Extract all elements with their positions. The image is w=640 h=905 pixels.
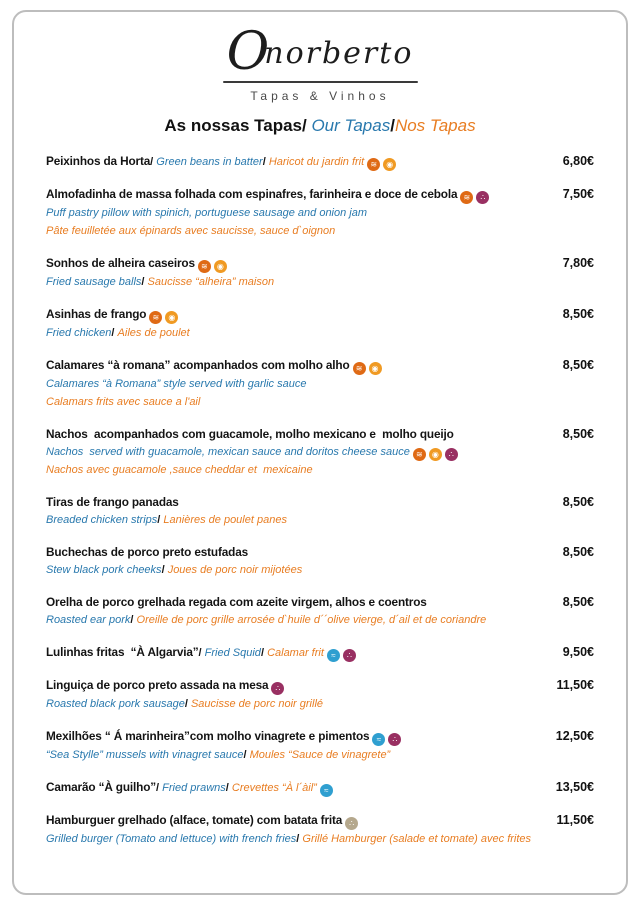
item-name: Almofadinha de massa folhada com espinafres, farinheira e doce de cebola <box>46 187 458 201</box>
crustaceans-allergen-icon: ≈ <box>320 784 333 797</box>
item-line-text <box>46 153 396 171</box>
item-text-fr: Moules “Sauce de vinagrete” <box>249 749 391 761</box>
item-name-line <box>46 357 594 375</box>
item-price: 6,80€ <box>562 154 594 168</box>
item-price: 11,50€ <box>556 813 594 827</box>
item-text-en: Breaded chicken strips <box>46 514 158 526</box>
item-text-fr: Grillé Hamburger (salade et tomate) avec frites <box>302 833 532 845</box>
item-line-text <box>46 494 179 511</box>
item-translation-line <box>46 611 594 629</box>
item-text-en: Grilled burger (Tomato and lettuce) with french fries <box>46 833 297 845</box>
item-line-text <box>46 728 401 746</box>
menu-item <box>46 812 594 848</box>
item-line-text <box>46 394 200 408</box>
item-text-en: “Sea Stylle” mussels with vinagret sauce <box>46 749 244 761</box>
separator: / <box>243 749 250 761</box>
item-line-text <box>46 376 306 390</box>
item-line-text <box>46 594 427 611</box>
egg-allergen-icon: ◉ <box>429 448 442 461</box>
item-text-fr: Nachos avec guacamole ,sauce cheddar et mexicaine <box>46 464 313 476</box>
menu-item <box>46 306 594 342</box>
item-name: Hamburguer grelhado (alface, tomate) com batata frita <box>46 813 343 827</box>
item-text-fr: Crevettes “À l´àil” <box>231 782 317 794</box>
item-name: Camarão “À guilho” <box>46 780 157 794</box>
item-translation-line <box>46 375 594 393</box>
item-name-line <box>46 728 594 746</box>
item-translation-line <box>46 324 594 342</box>
item-text-fr: Ailes de poulet <box>117 327 190 339</box>
item-name: Sonhos de alheira caseiros <box>46 256 195 270</box>
item-line-text <box>46 831 531 845</box>
menu-item <box>46 255 594 291</box>
sesame-allergen-icon: ∴ <box>345 817 358 830</box>
page-title <box>46 115 594 137</box>
item-line-text <box>46 274 274 288</box>
logo-script <box>46 22 594 82</box>
menu-list <box>46 153 594 848</box>
item-name: Buchechas de porco preto estufadas <box>46 545 249 559</box>
item-price: 8,50€ <box>562 358 594 372</box>
item-line-text <box>46 186 489 204</box>
item-line-text <box>46 779 333 797</box>
molluscs-allergen-icon: ≈ <box>372 733 385 746</box>
item-translation-line <box>46 393 594 411</box>
item-text-fr: Pâte feuilletée aux épinards avec saucisse, sauce d`oignon <box>46 225 336 237</box>
item-line-text <box>46 325 190 339</box>
gluten-allergen-icon: ≋ <box>413 448 426 461</box>
menu-item <box>46 728 594 764</box>
item-line-text <box>46 426 454 443</box>
item-name-line <box>46 426 594 443</box>
menu-item <box>46 357 594 411</box>
item-name: Lulinhas fritas “À Algarvia” <box>46 645 199 659</box>
item-line-text <box>46 444 458 458</box>
item-translation-line <box>46 222 594 240</box>
item-text-en: Stew black pork cheeks <box>46 564 162 576</box>
item-translation-line <box>46 830 594 848</box>
item-text-en: Fried chicken <box>46 327 112 339</box>
molluscs-allergen-icon: ≈ <box>327 649 340 662</box>
restaurant-logo <box>46 22 594 103</box>
sulphites-allergen-icon: ∴ <box>445 448 458 461</box>
item-translation-line <box>46 461 594 479</box>
item-price: 7,80€ <box>562 256 594 270</box>
item-line-text <box>46 306 178 324</box>
item-translation-line <box>46 695 594 713</box>
item-price: 11,50€ <box>556 678 594 692</box>
item-text-en: Nachos served with guacamole, mexican sauce and doritos cheese sauce <box>46 446 410 458</box>
item-price: 8,50€ <box>562 545 594 559</box>
menu-item <box>46 644 594 662</box>
item-translation-line <box>46 746 594 764</box>
logo-o-letter: O <box>226 22 270 82</box>
item-text-fr: Calamars frits avec sauce a l'ail <box>46 396 201 408</box>
item-text-en: Roasted ear pork <box>46 614 131 626</box>
item-line-text <box>46 205 367 219</box>
item-text-en: Calamares “à Romana” style served with garlic sauce <box>46 378 307 390</box>
item-name: Linguiça de porco preto assada na mesa <box>46 678 269 692</box>
item-name: Asinhas de frango <box>46 307 147 321</box>
gluten-allergen-icon: ≋ <box>460 191 473 204</box>
item-text-en: Fried prawns <box>162 782 226 794</box>
separator: / <box>296 833 303 845</box>
egg-allergen-icon: ◉ <box>165 311 178 324</box>
item-line-text <box>46 562 302 576</box>
item-name: Nachos acompanhados com guacamole, molho mexicano e molho queijo <box>46 427 454 441</box>
item-name: Orelha de porco grelhada regada com azeite virgem, alhos e coentros <box>46 595 427 609</box>
item-price: 7,50€ <box>562 187 594 201</box>
item-name-line <box>46 812 594 830</box>
item-name: Calamares “à romana” acompanhados com molho alho <box>46 358 350 372</box>
egg-allergen-icon: ◉ <box>214 260 227 273</box>
item-text-en: Fried Squid <box>204 647 261 659</box>
item-price: 8,50€ <box>562 595 594 609</box>
logo-name: norberto <box>264 36 414 71</box>
gluten-allergen-icon: ≋ <box>367 158 380 171</box>
separator: / <box>150 156 157 168</box>
item-text-en: Roasted black pork sausage <box>46 698 185 710</box>
item-text-fr: Saucisse de porc noir grillé <box>190 698 324 710</box>
egg-allergen-icon: ◉ <box>383 158 396 171</box>
title-separator: / <box>390 116 395 135</box>
sulphites-allergen-icon: ∴ <box>271 682 284 695</box>
separator: / <box>161 564 168 576</box>
egg-allergen-icon: ◉ <box>369 362 382 375</box>
separator: / <box>262 156 269 168</box>
item-price: 9,50€ <box>562 645 594 659</box>
separator: / <box>111 327 118 339</box>
item-text-fr: Oreille de porc grille arrosée d`huile d´´olive vierge, d´ail et de coriandre <box>136 614 487 626</box>
item-name-line <box>46 544 594 561</box>
separator: / <box>141 276 148 288</box>
item-price: 8,50€ <box>562 427 594 441</box>
separator: / <box>225 782 232 794</box>
item-line-text <box>46 544 248 561</box>
gluten-allergen-icon: ≋ <box>149 311 162 324</box>
item-name-line <box>46 677 594 695</box>
title-fr: Nos Tapas <box>394 116 476 135</box>
separator: / <box>198 647 205 659</box>
item-price: 13,50€ <box>555 780 594 794</box>
item-line-text <box>46 747 390 761</box>
sulphites-allergen-icon: ∴ <box>388 733 401 746</box>
separator: / <box>157 514 164 526</box>
item-translation-line <box>46 561 594 579</box>
item-price: 12,50€ <box>555 729 594 743</box>
menu-item <box>46 186 594 240</box>
item-text-fr: Calamar frit <box>267 647 324 659</box>
item-name: Tiras de frango panadas <box>46 495 179 509</box>
item-name-line <box>46 494 594 511</box>
menu-item <box>46 677 594 713</box>
item-text-fr: Joues de porc noir mijotées <box>167 564 303 576</box>
item-line-text <box>46 612 486 626</box>
item-name-line <box>46 255 594 273</box>
item-translation-line <box>46 511 594 529</box>
item-text-fr: Lanières de poulet panes <box>163 514 287 526</box>
item-line-text <box>46 812 358 830</box>
item-name-line <box>46 594 594 611</box>
title-en: Our Tapas <box>306 116 391 135</box>
item-price: 8,50€ <box>562 495 594 509</box>
item-text-en: Green beans in batter <box>156 156 263 168</box>
title-pt: As nossas Tapas/ <box>164 116 307 135</box>
sulphites-allergen-icon: ∴ <box>343 649 356 662</box>
menu-item <box>46 153 594 171</box>
menu-item <box>46 544 594 579</box>
item-line-text <box>46 696 323 710</box>
item-name-line <box>46 186 594 204</box>
menu-item <box>46 779 594 797</box>
item-translation-line <box>46 443 594 461</box>
menu-item <box>46 594 594 629</box>
item-line-text <box>46 223 335 237</box>
item-line-text <box>46 462 313 476</box>
item-text-fr: Saucisse “alheira” maison <box>147 276 275 288</box>
item-text-en: Fried sausage balls <box>46 276 142 288</box>
logo-subtitle: Tapas & Vinhos <box>250 89 390 103</box>
item-translation-line <box>46 204 594 222</box>
separator: / <box>130 614 137 626</box>
separator: / <box>156 782 163 794</box>
item-line-text <box>46 644 356 662</box>
gluten-allergen-icon: ≋ <box>353 362 366 375</box>
item-line-text <box>46 255 227 273</box>
item-name-line <box>46 306 594 324</box>
separator: / <box>184 698 191 710</box>
sulphites-allergen-icon: ∴ <box>476 191 489 204</box>
item-name: Peixinhos da Horta <box>46 154 151 168</box>
item-price: 8,50€ <box>562 307 594 321</box>
item-name-line <box>46 644 594 662</box>
item-name-line <box>46 779 594 797</box>
item-text-en: Puff pastry pillow with spinich, portuguese sausage and onion jam <box>46 207 368 219</box>
menu-item <box>46 426 594 479</box>
menu-item <box>46 494 594 529</box>
item-line-text <box>46 357 382 375</box>
item-line-text <box>46 677 284 695</box>
item-name: Mexilhões “ Á marinheira”com molho vinagrete e pimentos <box>46 729 370 743</box>
gluten-allergen-icon: ≋ <box>198 260 211 273</box>
separator: / <box>260 647 268 659</box>
item-name-line <box>46 153 594 171</box>
item-text-fr: Haricot du jardin frit <box>268 156 365 168</box>
item-translation-line <box>46 273 594 291</box>
item-line-text <box>46 512 287 526</box>
